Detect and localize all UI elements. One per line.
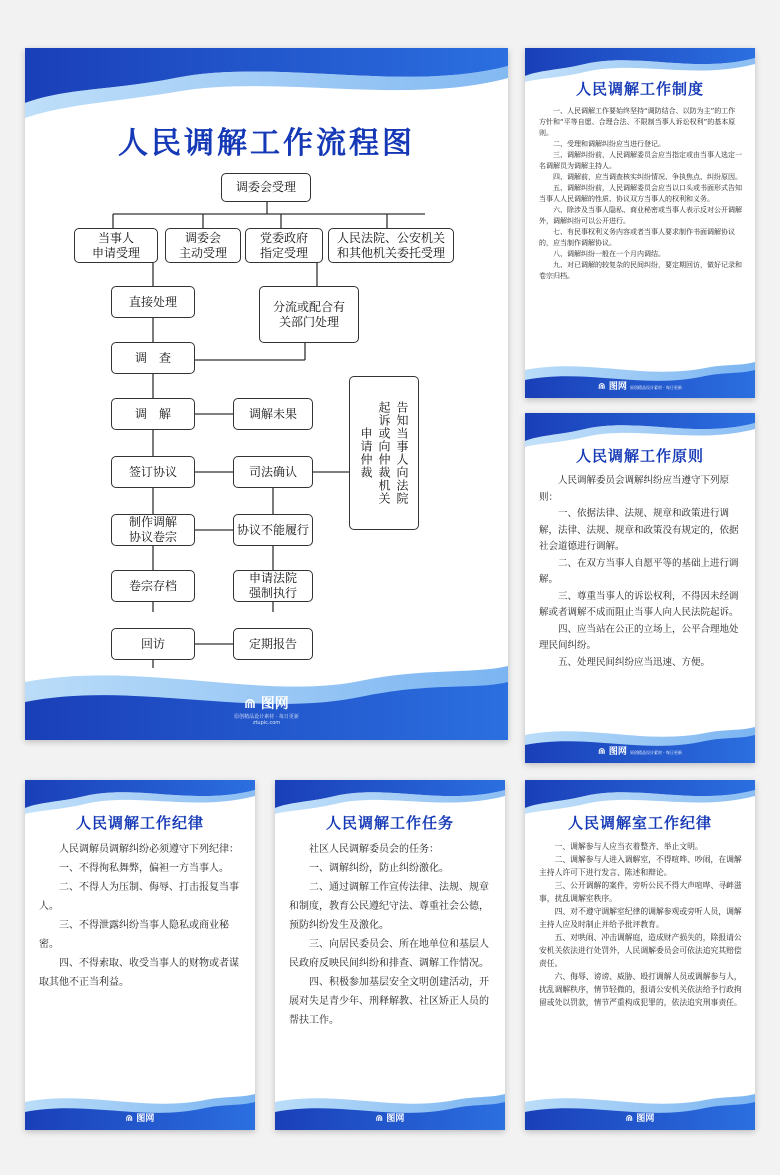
flow-node-enforce: 申请法院 强制执行 — [233, 570, 313, 602]
paragraph: 五、处理民间纠纷应当迅速、方便。 — [558, 656, 711, 668]
flow-node-revisit: 回访 — [111, 628, 195, 660]
page-title: 人民调解工作流程图 — [118, 126, 415, 161]
brand-logo — [525, 1111, 755, 1124]
flow-node-divert: 分流或配合有 关部门处理 — [259, 286, 359, 343]
brand-mark-icon: ⋒ — [598, 747, 606, 757]
paragraph: 三、向居民委员会、所在地单位和基层人民政府反映民间纠纷和排查、调解工作情况。 — [289, 939, 489, 969]
paragraph: 社区人民调解委员会的任务： — [309, 844, 439, 855]
bottom-wave-decoration — [525, 1090, 755, 1130]
paragraph: 六、除涉及当事人隐私、商业秘密或当事人表示反对公开调解外，调解纠纷可以公开进行。 — [539, 206, 742, 225]
panel-title: 人民调解工作原则 — [575, 447, 704, 465]
brand-logo — [525, 379, 755, 392]
panel-body — [289, 840, 492, 1030]
bottom-wave-decoration — [275, 1090, 505, 1130]
flow-node-party-apply: 当事人 申请受理 — [74, 228, 158, 263]
discipline-panel — [25, 780, 255, 1130]
flowchart-panel — [25, 48, 508, 740]
flow-node-make-file: 制作调解 协议卷宗 — [111, 514, 195, 546]
flow-node-not-performed: 协议不能履行 — [233, 514, 313, 546]
panel-title: 人民调解室工作纪律 — [567, 814, 712, 832]
paragraph: 人民调解委员会调解纠纷应当遵守下列原则： — [539, 475, 730, 503]
panel-body — [539, 840, 742, 1009]
system-panel — [525, 48, 755, 398]
paragraph: 四、应当站在公正的立场上，公平合理地处理民间纠纷。 — [539, 623, 739, 651]
panel-title: 人民调解工作任务 — [325, 814, 454, 832]
brand-name: 图网 — [136, 1114, 155, 1124]
flow-node-mediate: 调 解 — [111, 398, 195, 430]
brand-logo — [525, 744, 755, 757]
flow-node-direct-handle: 直接处理 — [111, 286, 195, 318]
flow-node-sign-agreement: 签订协议 — [111, 456, 195, 488]
flow-node-archive: 卷宗存档 — [111, 570, 195, 602]
paragraph: 一、调解参与人应当衣着整齐、举止文明。 — [554, 842, 703, 851]
bottom-wave-decoration — [525, 358, 755, 398]
paragraph: 三、调解纠纷前，人民调解委员会应当指定或由当事人选定一名调解员为调解主持人。 — [539, 151, 742, 170]
flow-node-court-entrust: 人民法院、公安机关 和其他机关委托受理 — [328, 228, 454, 263]
paragraph: 二、在双方当事人自愿平等的基础上进行调解。 — [539, 557, 739, 585]
paragraph: 一、依据法律、法规、规章和政策进行调解，法律、法规、规章和政策没有规定的，依据社会道德进行调解。 — [539, 508, 739, 552]
brand-mark-icon: ⋒ — [598, 382, 606, 392]
room-discipline-panel — [525, 780, 755, 1130]
brand-name: 图网 — [608, 382, 627, 392]
brand-mark-icon: ⋒ — [125, 1114, 134, 1124]
brand-tagline: 原创精品设计素材 · 每日更新 — [630, 385, 682, 390]
brand-name: 图网 — [636, 1114, 655, 1124]
brand-tagline: 原创精品设计素材 · 每日更新 — [630, 750, 682, 755]
brand-mark-icon: ⋒ — [244, 696, 256, 712]
notify-text-col3: 申请仲裁 — [359, 427, 373, 479]
brand-logo — [25, 1111, 255, 1124]
panel-body — [539, 473, 742, 671]
paragraph: 一、不得徇私舞弊，偏袒一方当事人。 — [59, 863, 229, 874]
paragraph: 一、调解纠纷，防止纠纷激化。 — [309, 863, 449, 874]
flow-node-notify — [349, 376, 419, 530]
paragraph: 九、对已调解的较复杂的民间纠纷，要定期回访，做好记录和卷宗归档。 — [539, 261, 742, 280]
paragraph: 三、公开调解的案件，旁听公民不得大声喧哗、寻衅滋事，扰乱调解室秩序。 — [539, 881, 742, 903]
brand-mark-icon: ⋒ — [625, 1114, 634, 1124]
paragraph: 二、调解参与人进入调解室，不得喧哗、吵闹，在调解主持人许可下进行发言、陈述和辩论。 — [539, 855, 742, 877]
paragraph: 二、不得人为压制、侮辱、打击报复当事人。 — [39, 882, 239, 912]
flow-node-report: 定期报告 — [233, 628, 313, 660]
bottom-wave-decoration — [525, 723, 755, 763]
notify-text-col1: 告知当事人向法院 — [395, 401, 409, 505]
brand-tagline: 原创精品设计素材 · 每日更新 — [234, 714, 299, 720]
paragraph: 三、不得泄露纠纷当事人隐私或商业秘密。 — [39, 920, 229, 950]
flow-node-government-assign: 党委政府 指定受理 — [245, 228, 323, 263]
panel-body — [39, 840, 242, 992]
paragraph: 四、积极参加基层安全文明创建活动，开展对失足青少年、刑释解教、社区矫正人员的帮扶工作。 — [289, 977, 489, 1026]
brand-logo — [275, 1111, 505, 1124]
flow-node-committee-initiate: 调委会 主动受理 — [165, 228, 241, 263]
notify-text-col2: 起诉或向仲裁机关 — [377, 401, 391, 505]
brand-url: ztupic.com — [252, 720, 281, 726]
paragraph: 四、调解前，应当调查核实纠纷情况、争执焦点、纠纷原因。 — [553, 173, 742, 181]
paragraph: 三、尊重当事人的诉讼权利，不得因未经调解或者调解不成而阻止当事人向人民法院起诉。 — [539, 590, 739, 618]
flow-node-judicial-confirm: 司法确认 — [233, 456, 313, 488]
paragraph: 六、侮辱、谤谤、威胁、殴打调解人员或调解参与人，扰乱调解秩序，情节轻微的，报请公安机关依法给予行政拘留或处以罚款，情节严重构成犯罪的，依法追究刑事责任。 — [539, 972, 742, 1007]
brand-name: 图网 — [386, 1114, 405, 1124]
brand-mark-icon: ⋒ — [375, 1114, 384, 1124]
bottom-wave-decoration — [25, 1090, 255, 1130]
paragraph: 二、受理和调解纠纷应当进行登记。 — [553, 140, 665, 148]
flow-node-mediation-failed: 调解未果 — [233, 398, 313, 430]
paragraph: 五、对哄闹、冲击调解庭，造成财产损失的，除报请公安机关依法进行处罚外，人民调解委员会可依法追究其赔偿责任。 — [539, 933, 742, 968]
paragraph: 一、人民调解工作要始终坚持“调防结合、以防为主”的工作方针和“平等自愿、合理合法、不限制当事人诉讼权利”的基本原则。 — [539, 107, 736, 137]
panel-title: 人民调解工作纪律 — [75, 814, 204, 832]
flow-node-accept: 调委会受理 — [221, 173, 311, 202]
paragraph: 二、通过调解工作宣传法律、法规、规章和制度，教育公民遵纪守法、尊重社会公德，预防纠纷发生及激化。 — [289, 882, 489, 931]
paragraph: 人民调解员调解纠纷必须遵守下列纪律： — [59, 844, 239, 855]
brand-name: 图网 — [260, 696, 289, 712]
flow-node-investigate: 调 查 — [111, 342, 195, 374]
principle-panel — [525, 413, 755, 763]
paragraph: 七、有民事权利义务内容或者当事人要求制作书面调解协议的，应当制作调解协议。 — [539, 228, 735, 247]
panel-body — [539, 106, 742, 282]
paragraph: 四、不得索取、收受当事人的财物或者谋取其他不正当利益。 — [39, 958, 239, 988]
paragraph: 五、调解纠纷前，人民调解委员会应当以口头或书面形式告知当事人人民调解的性质、协议双方当事人的权利和义务。 — [539, 184, 742, 203]
paragraph: 四、对不遵守调解室纪律的调解参观或旁听人员，调解主持人应及时制止并给予批评教育。 — [539, 907, 742, 929]
task-panel — [275, 780, 505, 1130]
paragraph: 八、调解纠纷一般在一个月内调结。 — [553, 250, 665, 258]
brand-logo — [25, 693, 508, 726]
brand-name: 图网 — [608, 747, 627, 757]
panel-title: 人民调解工作制度 — [575, 80, 704, 98]
